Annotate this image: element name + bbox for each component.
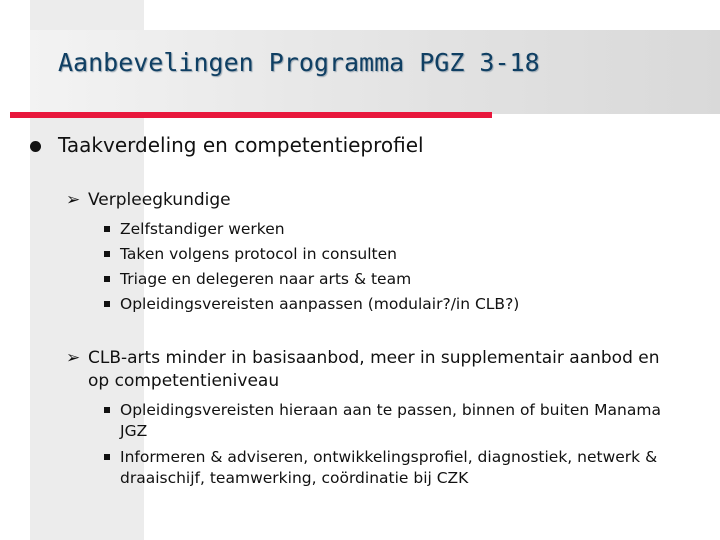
square-bullet-icon: [104, 251, 110, 257]
list-item-text-line1: Opleidingsvereisten hieraan aan te passen, binnen of buiten Manama: [120, 401, 661, 419]
section-heading: Verpleegkundige: [88, 190, 231, 210]
arrow-bullet-icon: ➢: [66, 348, 81, 368]
slide-title: Aanbevelingen Programma PGZ 3-18: [58, 48, 540, 77]
list-item-text: Taken volgens protocol in consulten: [120, 245, 397, 263]
square-bullet-icon: [104, 407, 110, 413]
list-item-text: Opleidingsvereisten aanpassen (modulair?/in CLB?): [120, 295, 520, 313]
square-bullet-icon: [104, 226, 110, 232]
list-item-text: Zelfstandiger werken: [120, 220, 285, 238]
round-bullet-icon: [30, 141, 41, 152]
main-bullet-text: Taakverdeling en competentieprofiel: [58, 133, 424, 157]
square-bullet-icon: [104, 454, 110, 460]
square-bullet-icon: [104, 276, 110, 282]
list-item-text-line2: JGZ: [120, 422, 148, 440]
title-underline-rule: [10, 112, 492, 118]
list-item-text-line1: Informeren & adviseren, ontwikkelingsprofiel, diagnostiek, netwerk &: [120, 448, 658, 466]
square-bullet-icon: [104, 301, 110, 307]
section-heading-line2: op competentieniveau: [88, 371, 280, 391]
list-item-text-line2: draaischijf, teamwerking, coördinatie bij CZK: [120, 469, 469, 487]
list-item-text: Triage en delegeren naar arts & team: [120, 270, 412, 288]
section-heading-line1: CLB-arts minder in basisaanbod, meer in supplementair aanbod en: [88, 348, 660, 368]
arrow-bullet-icon: ➢: [66, 190, 81, 210]
